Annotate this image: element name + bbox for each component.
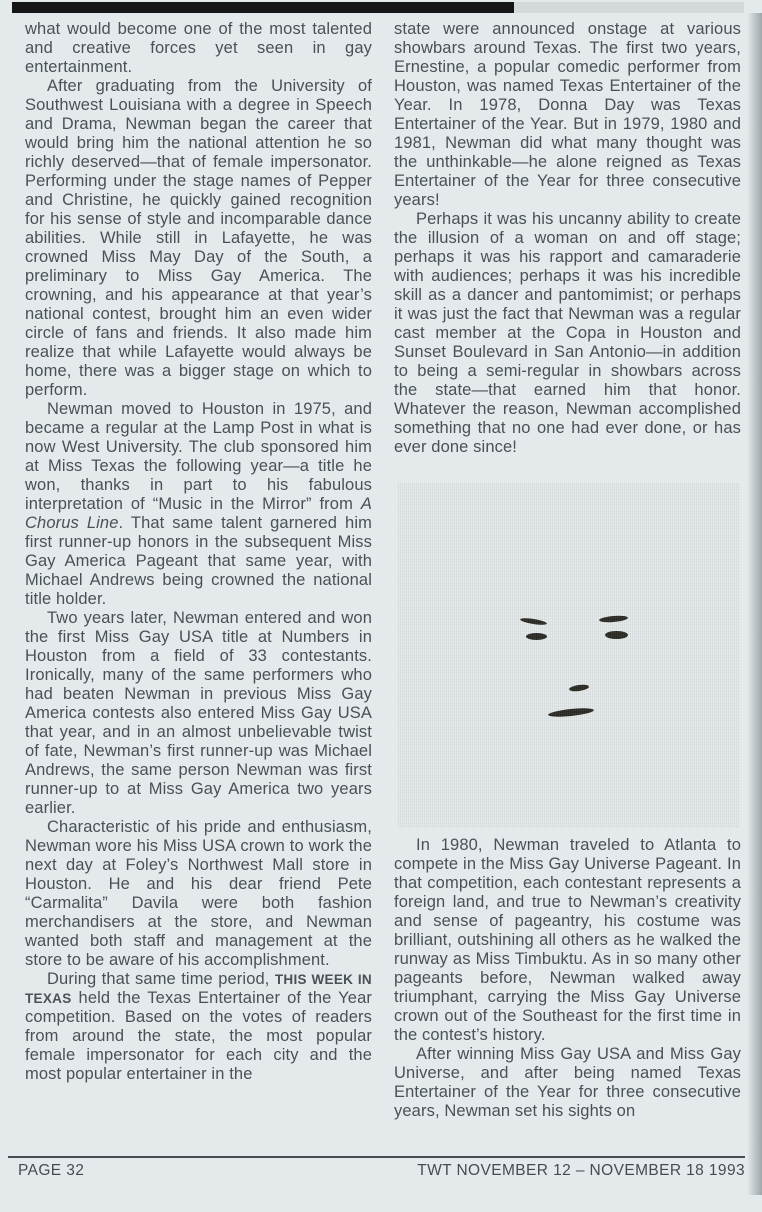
paragraph	[25, 400, 372, 609]
photo-halftone-texture	[397, 483, 740, 828]
text-segment: After graduating from the University of Southwest Louisiana with a degree in Speech and Drama, Newman began the career that would bring him the national attention he so richly deserved—that of female impersonator. Performing under the stage names of Pepper and Christine, he quickly gained recognition for his sense of style and incomparable dance abilities. While still in Lafayette, he was crowned Miss May Day of the South, a preliminary to Miss Gay America. The crowning, and his appearance at that year’s national contest, brought him an even wider circle of fans and friends. It also made him realize that while Lafayette would always be home, there was a bigger stage on which to perform.	[25, 77, 372, 399]
footer	[18, 1162, 745, 1180]
right-column-lower	[394, 836, 741, 1121]
footer-issue-date: TWT NOVEMBER 12 – NOVEMBER 18 1993	[417, 1162, 745, 1179]
paragraph	[394, 1045, 741, 1121]
styled-text-segment: A Chorus Line	[25, 495, 372, 532]
paragraph	[394, 836, 741, 1045]
paragraph	[25, 970, 372, 1084]
left-column	[25, 20, 372, 1084]
paragraph	[25, 77, 372, 400]
paragraph	[394, 210, 741, 457]
footer-rule	[8, 1156, 745, 1158]
text-segment: what would become one of the most talented and creative forces yet seen in gay entertainment.	[25, 20, 372, 76]
text-segment: Perhaps it was his uncanny ability to create the illusion of a woman on and off stage; perhaps it was his rapport and camaraderie with audiences; perhaps it was his incredible skill as a dancer and pantomimist; or perhaps it was just the fact that Newman was a regular cast member at the Copa in Houston and Sunset Boulevard in San Antonio—in addition to being a semi-regular in showbars across the state—that earned him that honor. Whatever the reason, Newman accomplished something that no one had ever done, or has ever done since!	[394, 210, 741, 456]
text-segment: . That same talent garnered him first runner-up honors in the subsequent Miss Gay America Pageant that same year, with Michael Andrews being crowned the national title holder.	[25, 514, 372, 608]
scan-top-edge-bar	[12, 2, 514, 13]
scan-top-edge-shade	[514, 2, 744, 13]
styled-text-segment: THIS WEEK IN TEXAS	[25, 972, 372, 1006]
text-segment: During that same time period,	[47, 970, 275, 988]
paragraph	[25, 818, 372, 970]
portrait-photo	[397, 483, 740, 828]
footer-page-number: PAGE 32	[18, 1162, 85, 1179]
text-segment: Characteristic of his pride and enthusiasm, Newman wore his Miss USA crown to work the next day at Foley’s Northwest Mall store in Houston. He and his dear friend Pete “Carmalita” Davila were both fashion merchandisers at the store, and Newman wanted both staff and management at the store to be aware of his accomplishment.	[25, 818, 372, 969]
paragraph	[25, 20, 372, 77]
scan-right-edge-shadow	[747, 13, 762, 1195]
text-segment: Two years later, Newman entered and won the first Miss Gay USA title at Numbers in Houston from a field of 33 contestants. Ironically, many of the same performers who had beaten Newman in previous Miss Gay America contests also entered Miss Gay USA that year, and in an almost unbelievable twist of fate, Newman’s first runner-up was Michael Andrews, the same person Newman was first runner-up to at Miss Gay America two years earlier.	[25, 609, 372, 817]
text-segment: state were announced onstage at various showbars around Texas. The first two years, Ernestine, a popular comedic performer from Houston, was named Texas Entertainer of the Year. In 1978, Donna Day was Texas Entertainer of the Year. But in 1979, 1980 and 1981, Newman did what many thought was the unthinkable—he alone reigned as Texas Entertainer of the Year for three consecutive years!	[394, 20, 741, 209]
paragraph	[394, 20, 741, 210]
right-column-upper	[394, 20, 741, 457]
paragraph	[25, 609, 372, 818]
text-segment: In 1980, Newman traveled to Atlanta to compete in the Miss Gay Universe Pageant. In that competition, each contestant represents a foreign land, and true to Newman’s creativity and sense of pageantry, his costume was brilliant, outshining all others as he walked the runway as Miss Timbuktu. As in so many other pageants before, Newman walked away triumphant, carrying the Miss Gay Universe crown out of the Southeast for the first time in the contest’s history.	[394, 836, 741, 1044]
text-segment: held the Texas Entertainer of the Year competition. Based on the votes of readers from around the state, the most popular female impersonator for each city and the most popular entertainer in the	[25, 989, 372, 1083]
text-segment: After winning Miss Gay USA and Miss Gay Universe, and after being named Texas Entertainer of the Year for three consecutive years, Newman set his sights on	[394, 1045, 741, 1120]
text-segment: Newman moved to Houston in 1975, and became a regular at the Lamp Post in what is now West University. The club sponsored him at Miss Texas the following year—a title he won, thanks in part to his fabulous interpretation of “Music in the Mirror” from	[25, 400, 372, 513]
